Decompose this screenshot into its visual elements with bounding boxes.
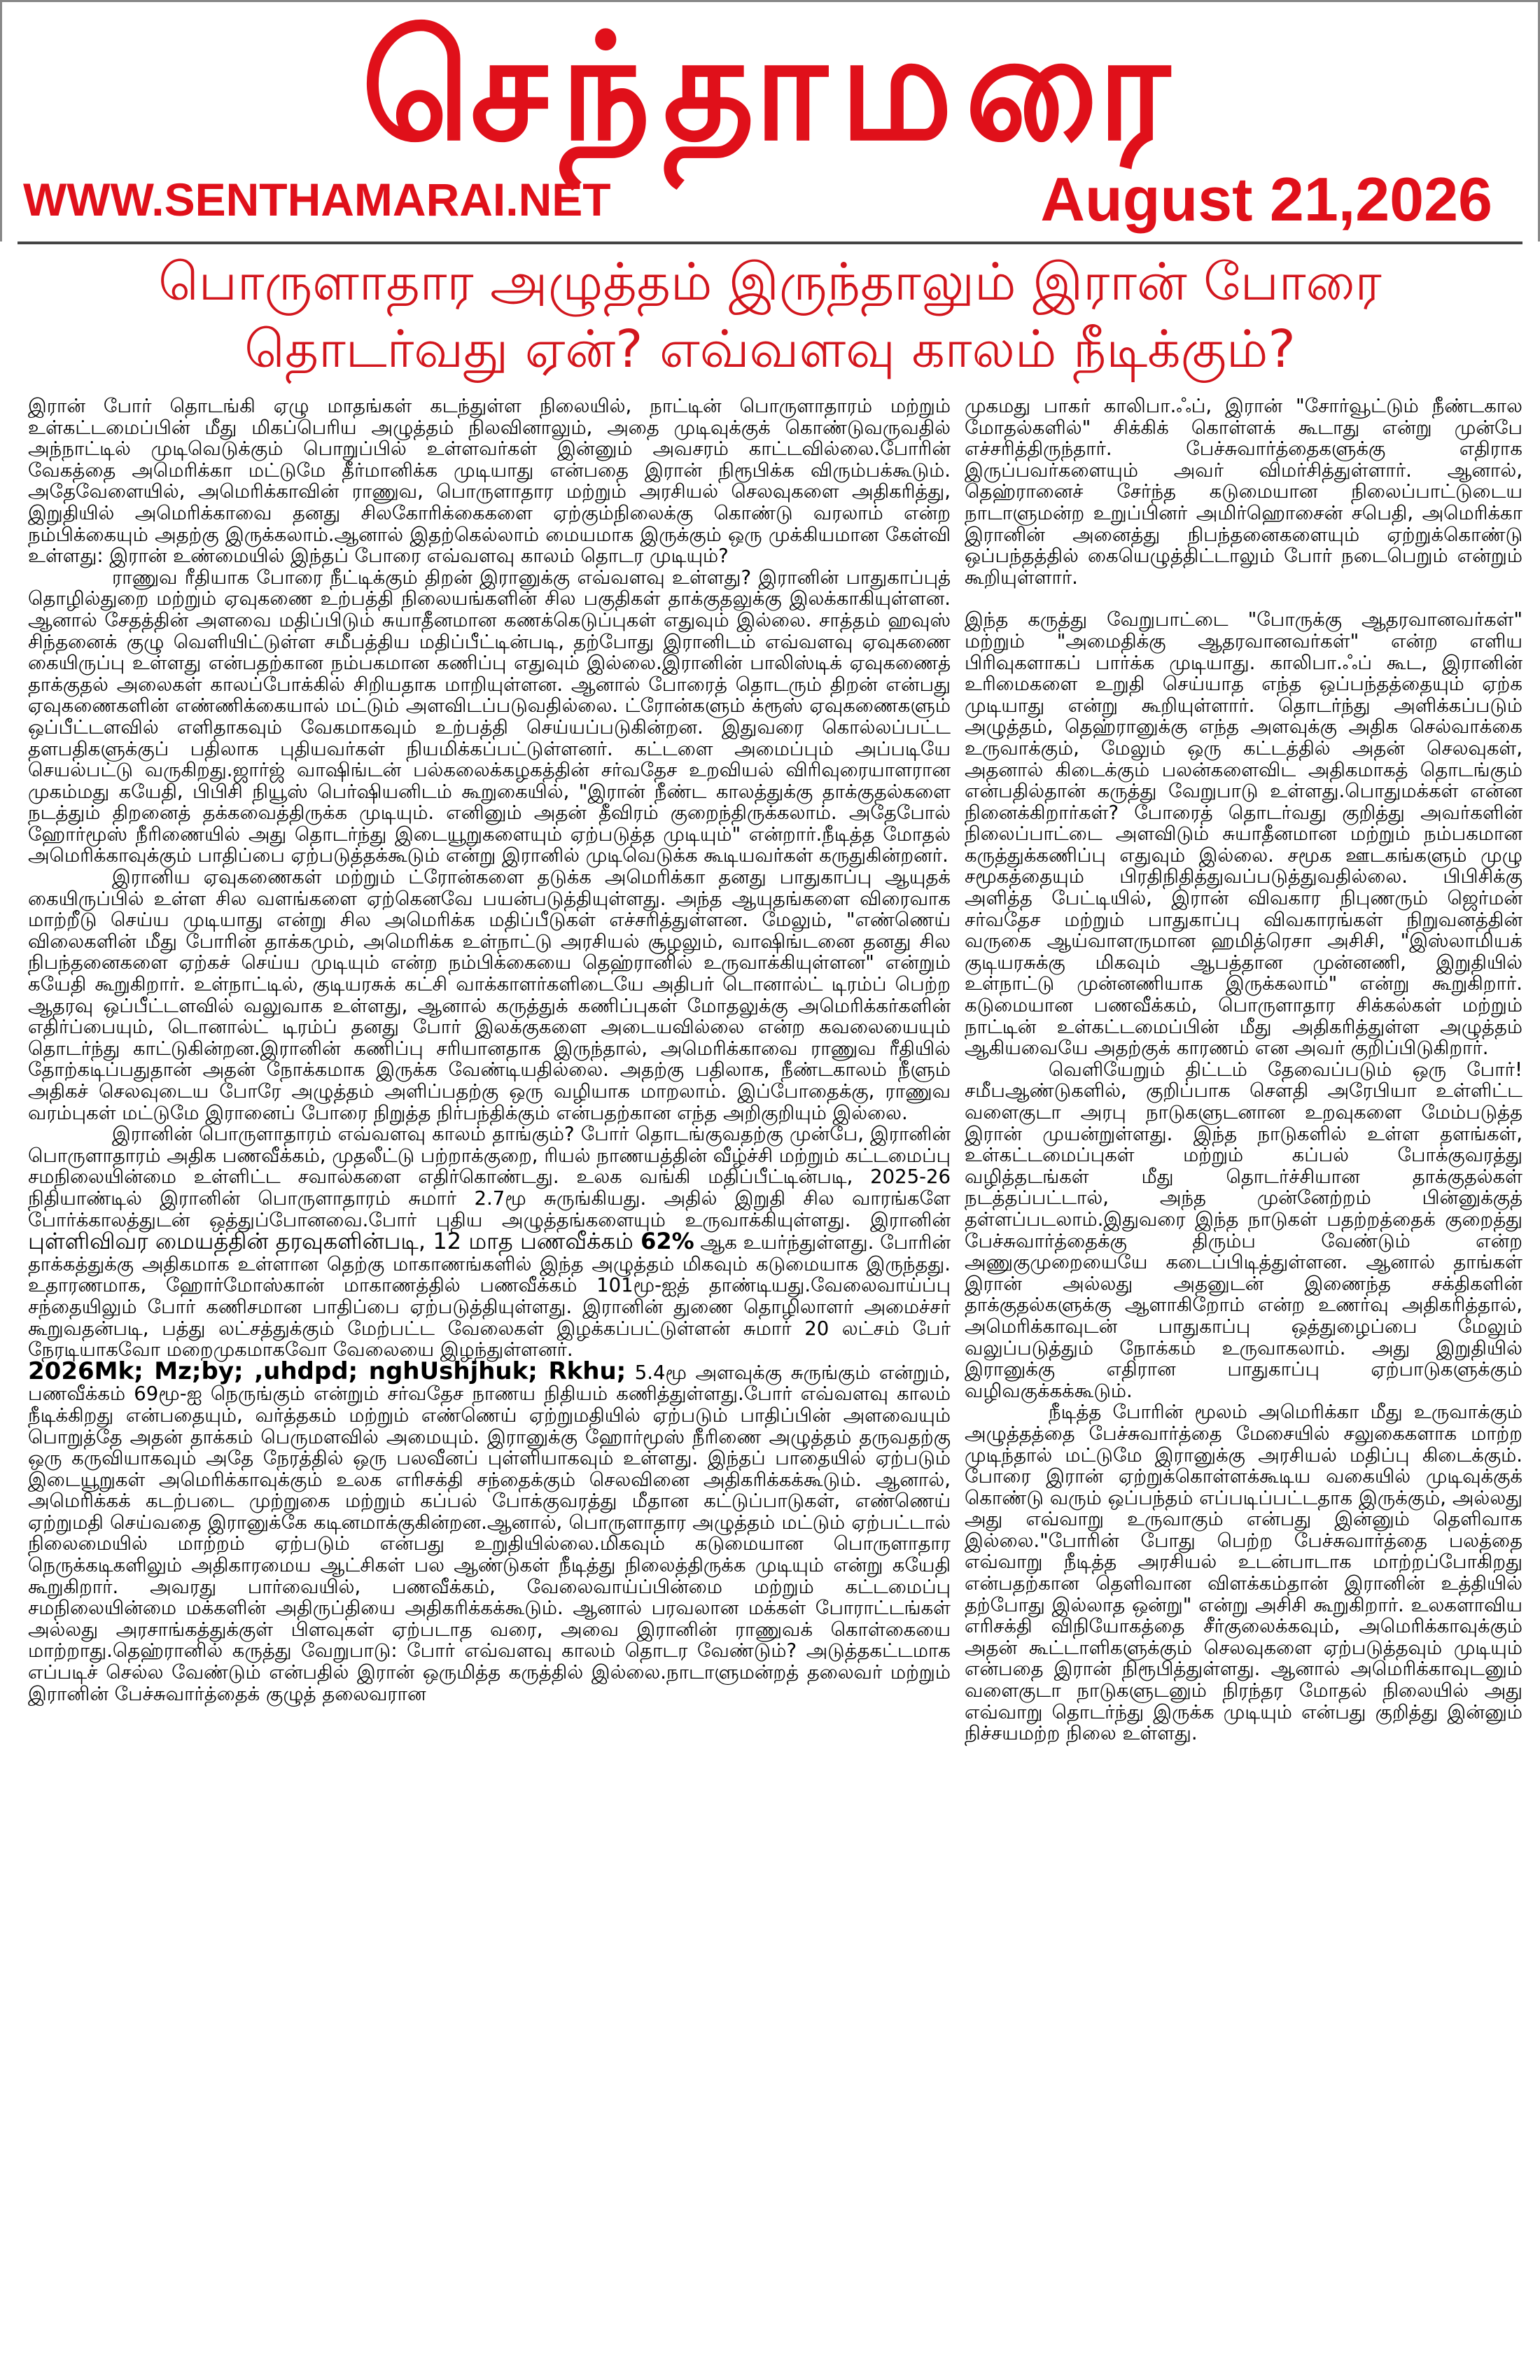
headline-line-2: தொடர்வது ஏன்? எவ்வளவு காலம் நீடிக்கும்? (244, 319, 1296, 379)
inflation-figure: 62% (640, 1228, 694, 1255)
paragraph: இரான் போர் தொடங்கி ஏழு மாதங்கள் கடந்துள்ள நிலையில், நாட்டின் பொருளாதாரம் மற்றும் உள்கட்டமைப்பின் மீது மிகப்பெரிய அழுத்தம் நிலவினாலும், அதை முடிவுக்குக் கொண்டுவருவதில் அந்நாட்டில் முடிவெடுக்கும் பொறுப்பில் உள்ளவர்கள் இன்னும் அவசரம் காட்டவில்லை.போரின் வேகத்தை அமெரிக்கா மட்டுமே தீர்மானிக்க முடியாது என்பதை இரான் நிரூபிக்க விரும்பக்கூடும். அதேவேளையில், அமெரிக்காவின் ராணுவ, பொருளாதார மற்றும் அரசியல் செலவுகளை அதிகரித்து, இறுதியில் அமெரிக்காவை தனது சிலகோரிக்கைகளை ஏற்கும்நிலைக்கு கொண்டு வரலாம் என்ற நம்பிக்கையும் அதற்கு இருக்கலாம்.ஆனால் இதற்கெல்லாம் மையமாக இருக்கும் ஒரு முக்கியமான கேள்வி உள்ளது: இரான் உண்மையில் இந்தப் போரை எவ்வளவு காலம் தொடர முடியும்? (28, 396, 951, 568)
article-left-column (28, 396, 951, 2376)
paragraph: இரானிய ஏவுகணைகள் மற்றும் ட்ரோன்களை தடுக்க அமெரிக்கா தனது பாதுகாப்பு ஆயுதக் கையிருப்பில் உள்ள சில வளங்களை ஏற்கெனவே பயன்படுத்தியுள்ளது. அந்த ஆயுதங்களை விரைவாக மாற்றீடு செய்ய முடியாது என்று சில அமெரிக்க மதிப்பீடுகள் எச்சரித்துள்ளன. மேலும், "எண்ணெய் விலைகளின் மீது போரின் தாக்கமும், அமெரிக்க உள்நாட்டு அரசியல் சூழலும், வாஷிங்டனை தனது சில நிபந்தனைகளை ஏற்கச் செய்ய முடியும் என்ற நம்பிக்கையை தெஹ்ரானில் உருவாக்கியுள்ளன" என்றும் கயேதி கூறுகிறார். உள்நாட்டில், குடியரசுக் கட்சி வாக்காளர்களிடையே அதிபர் டொனால்ட் டிரம்ப் பெற்ற ஆதரவு ஒப்பீட்டளவில் வலுவாக உள்ளது, ஆனால் கருத்துக் கணிப்புகள் மோதலுக்கு அமெரிக்கர்களின் எதிர்ப்பையும், டொனால்ட் டிரம்ப் தனது போர் இலக்குகளை அடையவில்லை என்ற கவலையையும் தொடர்ந்து காட்டுகின்றன.இரானின் கணிப்பு சரியானதாக இருந்தால், அமெரிக்காவை ராணுவ ரீதியில் தோற்கடிப்பதுதான் அதன் நோக்கமாக இருக்க வேண்டியதில்லை. அதற்கு பதிலாக, நீண்டகாலம் நீளும் அதிகச் செலவுடைய போரே அழுத்தம் அளிப்பதற்கு ஒரு வழியாக மாறலாம். இப்போதைக்கு, ராணுவ வரம்புகள் மட்டுமே இரானைப் போரை நிறுத்த நிர்பந்திக்கும் என்பதற்கான எந்த அறிகுறியும் இல்லை. (28, 866, 951, 1124)
masthead-divider (18, 241, 1522, 244)
paragraph (28, 1357, 951, 1705)
issue-date: August 21,2026 (1040, 164, 1492, 234)
paragraph: இந்த கருத்து வேறுபாட்டை "போருக்கு ஆதரவானவர்கள்" மற்றும் "அமைதிக்கு ஆதரவானவர்கள்" என்ற எளிய பிரிவுகளாகப் பார்க்க முடியாது. காலிபா.ஃப் கூட, இரானின் உரிமைகளை உறுதி செய்யாத எந்த ஒப்பந்தத்தையும் ஏற்க முடியாது என்று கூறியுள்ளார். தொடர்ந்து அளிக்கப்படும் அழுத்தம், தெஹ்ரானுக்கு எந்த அளவுக்கு அதிக செல்வாக்கை உருவாக்கும், மேலும் ஒரு கட்டத்தில் அதன் செலவுகள், அதனால் கிடைக்கும் பலன்களைவிட அதிகமாகத் தொடங்கும் என்பதில்தான் கருத்து வேறுபாடு உள்ளது.பொதுமக்கள் என்ன நினைக்கிறார்கள்? போரைத் தொடர்வது குறித்து அவர்களின் நிலைப்பாட்டை அளவிடும் சுயாதீனமான மற்றும் நம்பகமான கருத்துக்கணிப்பு எதுவும் இல்லை. சமூக ஊடகங்களும் முழு சமூகத்தையும் பிரதிநிதித்துவப்படுத்துவதில்லை. பிபிசிக்கு அளித்த பேட்டியில், இரான் விவகார நிபுணரும் ஜெர்மன் சர்வதேச மற்றும் பாதுகாப்பு விவகாரங்கள் நிறுவனத்தின் வருகை ஆய்வாளருமான ஹமித்ரெசா அசிசி, "இஸ்லாமியக் குடியரசுக்கு மிகவும் ஆபத்தான முன்னணி, இறுதியில் உள்நாட்டு முன்னணியாக இருக்கலாம்" என்று கூறுகிறார். கடுமையான பணவீக்கம், பொருளாதார சிக்கல்கள் மற்றும் நாட்டின் உள்கட்டமைப்பின் மீது அதிகரித்துள்ள அழுத்தம் ஆகியவையே அதற்குக் காரணம் என அவர் குறிப்பிடுகிறார். (965, 608, 1522, 1060)
paragraph-text: ஆக உயர்ந்துள்ளது. போரின் தாக்கத்துக்கு அதிகமாக உள்ளான தெற்கு மாகாணங்களில் இந்த அழுத்தம் மிகவும் கடுமையாக இருந்தது. உதாரணமாக, ஹோர்மோஸ்கான் மாகாணத்தில் பணவீக்கம் 101மூ-ஐத் தாண்டியது.வேலைவாய்ப்பு சந்தையிலும் போர் கணிசமான பாதிப்பை ஏற்படுத்தியுள்ளது. இரானின் துணை தொழிலாளர் அமைச்சர் கூறுவதன்படி, பத்து லட்சத்துக்கும் மேற்பட்ட வேலைகள் இழக்கப்பட்டுள்ளன் சுமார் 20 லட்சம் பேர் நேரடியாகவோ மறைமுகமாகவோ வேலையை இழந்துள்ளனர். (28, 1231, 951, 1362)
paragraph: நீடித்த போரின் மூலம் அமெரிக்கா மீது உருவாக்கும் அழுத்தத்தை பேச்சுவார்த்தை மேசையில் சலுகைகளாக மாற்ற முடிந்தால் மட்டுமே இரானுக்கு அரசியல் மதிப்பு கிடைக்கும். போரை இரான் ஏற்றுக்கொள்ளக்கூடிய வகையில் முடிவுக்குக் கொண்டு வரும் ஒப்பந்தம் எப்படிப்பட்டதாக இருக்கும், அல்லது அது எவ்வாறு உருவாகும் என்பது இன்னும் தெளிவாக இல்லை."போரின் போது பெற்ற பேச்சுவார்த்தை பலத்தை எவ்வாறு நீடித்த அரசியல் உடன்பாடாக மாற்றப்போகிறது என்பதற்கான தெளிவான விளக்கம்தான் இரானின் உத்தியில் தற்போது இல்லாத ஒன்று" என்று அசிசி கூறுகிறார். உலகளாவிய எரிசக்தி விநியோகத்தை சீர்குலைக்கவும், அமெரிக்காவுக்கும் அதன் கூட்டாளிகளுக்கும் செலவுகளை ஏற்படுத்தவும் முடியும் என்பதை இரான் நிரூபித்துள்ளது. ஆனால் அமெரிக்காவுடனும் வளைகுடா நாடுகளுடனும் நிரந்தர மோதல் நிலையில் அது எவ்வாறு தொடர்ந்து இருக்க முடியும் என்பது குறித்து இன்னும் நிச்சயமற்ற நிலை உள்ளது. (965, 1401, 1522, 1745)
article-right-column (965, 396, 1522, 2376)
paragraph-text: புள்ளிவிவர மையத்தின் தரவுகளின்படி, 12 மாத பணவீக்கம் (28, 1228, 641, 1255)
masthead (0, 0, 1540, 241)
paragraph-text: இரானின் பொருளாதாரம் எவ்வளவு காலம் தாங்கும்? போர் தொடங்குவதற்கு முன்பே, இரானின் பொருளாதாரம் அதிக பணவீக்கம், முதலீட்டு பற்றாக்குறை, ரியல் நாணயத்தின் வீழ்ச்சி மற்றும் கட்டமைப்பு சமநிலையின்மை உள்ளிட்ட சவால்களை எதிர்கொண்டது. உலக வங்கி மதிப்பீட்டின்படி, 2025-26 நிதியாண்டில் இரானின் பொருளாதாரம் சுமார் 2.7மூ சுருங்கியது. அதில் இறுதி சில வாரங்களே போர்க்காலத்துடன் ஒத்துப்போனவை.போர் புதிய அழுத்தங்களையும் உருவாக்கியுள்ளது. இரானின் (28, 1123, 951, 1231)
paragraph: ராணுவ ரீதியாக போரை நீட்டிக்கும் திறன் இரானுக்கு எவ்வளவு உள்ளது? இரானின் பாதுகாப்புத் தொழில்துறை மற்றும் ஏவுகணை உற்பத்தி நிலையங்களின் சில பகுதிகள் தாக்குதலுக்கு இலக்காகியுள்ளன. ஆனால் சேதத்தின் அளவை மதிப்பிடும் சுயாதீனமான கணக்கெடுப்புகள் எதுவும் இல்லை. சாத்தம் ஹவுஸ் சிந்தனைக் குழு வெளியிட்டுள்ள சமீபத்திய மதிப்பீட்டின்படி, தற்போது இரானிடம் எவ்வளவு ஏவுகணை கையிருப்பு உள்ளது என்பதற்கான நம்பகமான கணிப்பு எதுவும் இல்லை.இரானின் பாலிஸ்டிக் ஏவுகணைத் தாக்குதல் அலைகள் காலப்போக்கில் சிறியதாக மாறியுள்ளன. ஆனால் போரைத் தொடரும் திறன் என்பது ஏவுகணைகளின் எண்ணிக்கையால் மட்டும் அளவிடப்படுவதில்லை. ட்ரோன்களும் க்ரூஸ் ஏவுகணைகளும் ஒப்பீட்டளவில் எளிதாகவும் வேகமாகவும் உற்பத்தி செய்யப்படுகின்றன. இதுவரை கொல்லப்பட்ட தளபதிகளுக்குப் பதிலாக புதியவர்கள் நியமிக்கப்பட்டுள்ளனர். கட்டளை அமைப்பும் அப்படியே செயல்பட்டு வருகிறது.ஜார்ஜ் வாஷிங்டன் பல்கலைக்கழகத்தின் சர்வதேச உறவியல் விரிவுரையாளரான முகம்மது கயேதி, பிபிசி நியூஸ் பெர்ஷியனிடம் கூறுகையில், "இரான் நீண்ட காலத்துக்கு தாக்குதல்களை நடத்தும் திறனைத் தக்கவைத்திருக்க முடியும். எனினும் அதன் தீவிரம் குறைந்திருக்கலாம். அதேபோல் ஹோர்மூஸ் நீரிணையில் அது தொடர்ந்து இடையூறுகளையும் ஏற்படுத்த முடியும்" என்றார்.நீடித்த மோதல் அமெரிக்காவுக்கும் பாதிப்பை ஏற்படுத்தக்கூடும் என்று இரானில் முடிவெடுக்க கூடியவர்கள் கருதுகின்றனர். (28, 566, 951, 867)
paragraph: முகமது பாகர் காலிபா.ஃப், இரான் "சோர்வூட்டும் நீண்டகால மோதல்களில்" சிக்கிக் கொள்ளக் கூடாது என்று முன்பே எச்சரித்திருந்தார். பேச்சுவார்த்தைகளுக்கு எதிராக இருப்பவர்களையும் அவர் விமர்சித்துள்ளார். ஆனால், தெஹ்ரானைச் சேர்ந்த கடுமையான நிலைப்பாட்டுடைய நாடாளுமன்ற உறுப்பினர் அமிர்ஹொசைன் சபெதி, அமெரிக்கா இரானின் அனைத்து நிபந்தனைகளையும் ஏற்றுக்கொண்டு ஒப்பந்தத்தில் கையெழுத்திட்டாலும் போர் நடைபெறும் என்றும் கூறியுள்ளார். (965, 396, 1522, 589)
paragraph-text: 5.4மூ அளவுக்கு சுருங்கும் என்றும், பணவீக்கம் 69மூ-ஐ நெருங்கும் என்றும் சர்வதேச நாணய நிதியம் கணித்துள்ளது.போர் எவ்வளவு காலம் நீடிக்கிறது என்பதையும், வர்த்தகம் மற்றும் எண்ணெய் ஏற்றுமதியில் ஏற்படும் பாதிப்பின் அளவையும் பொறுத்தே அதன் தாக்கம் பெருமளவில் அமையும். இரானுக்கு ஹோர்மூஸ் நீரிணை அழுத்தம் தருவதற்கு ஒரு கருவியாகவும் அதே நேரத்தில் ஒரு பலவீனப் புள்ளியாகவும் உள்ளது. இந்தப் பாதையில் ஏற்படும் இடையூறுகள் அமெரிக்காவுக்கும் உலக எரிசக்தி சந்தைக்கும் செலவினை அதிகரிக்கக்கூடும். ஆனால், அமெரிக்கக் கடற்படை முற்றுகை மற்றும் கப்பல் போக்குவரத்து மீதான கட்டுப்பாடுகள், எண்ணெய் ஏற்றுமதி செய்வதை இரானுக்கே கடினமாக்குகின்றன.ஆனால், பொருளாதார அழுத்தம் மட்டும் ஏற்பட்டால் நிலைமையில் மாற்றம் ஏற்படும் என்பது உறுதியில்லை.மிகவும் கடுமையான பொருளாதார நெருக்கடிகளிலும் அதிகாரமைய ஆட்சிகள் பல ஆண்டுகள் நீடித்து நிலைத்திருக்க முடியும் என்று கயேதி கூறுகிறார். அவரது பார்வையில், பணவீக்கம், வேலைவாய்ப்பின்மை மற்றும் கட்டமைப்பு சமநிலையின்மை மக்களின் அதிருப்தியை அதிகரிக்கக்கூடும். ஆனால் பரவலான மக்கள் போராட்டங்கள் அல்லது அரசாங்கத்துக்குள் பிளவுகள் ஏற்படாத வரை, அவை இரானின் ராணுவக் கொள்கையை மாற்றாது.தெஹ்ரானில் கருத்து வேறுபாடு: போர் எவ்வளவு காலம் தொடர வேண்டும்? அடுத்தகட்டமாக எப்படிச் செல்ல வேண்டும் என்பதில் இரான் ஒருமித்த கருத்தில் இல்லை.நாடாளுமன்றத் தலைவர் மற்றும் இரானின் பேச்சுவார்த்தைக் குழுத் தலைவரான (28, 1361, 951, 1705)
brand-logo: செந்தாமரை (361, 2, 1183, 174)
site-url[interactable]: WWW.SENTHAMARAI.NET (23, 174, 611, 225)
paragraph (28, 1124, 951, 1361)
paragraph: வெளியேறும் திட்டம் தேவைப்படும் ஒரு போர்! சமீபஆண்டுகளில், குறிப்பாக சௌதி அரேபியா உள்ளிட்ட வளைகுடா அரபு நாடுகளுடனான உறவுகளை மேம்படுத்த இரான் முயன்றுள்ளது. இந்த நாடுகளில் உள்ள தளங்கள், உள்கட்டமைப்புகள் மற்றும் கப்பல் போக்குவரத்து வழித்தடங்கள் மீது தொடர்ச்சியான தாக்குதல்கள் நடத்தப்பட்டால், அந்த முன்னேற்றம் பின்னுக்குத் தள்ளப்படலாம்.இதுவரை இந்த நாடுகள் பதற்றத்தைக் குறைத்து பேச்சுவார்த்தைக்கு திரும்ப வேண்டும் என்ற அணுகுமுறையையே கடைப்பிடித்துள்ளன. ஆனால் தாங்கள் இரான் அல்லது அதனுடன் இணைந்த சக்திகளின் தாக்குதல்களுக்கு ஆளாகிறோம் என்ற உணர்வு அதிகரித்தால், அமெரிக்காவுடன் பாதுகாப்பு ஒத்துழைப்பை மேலும் வலுப்படுத்தும் நோக்கம் உருவாகலாம். அது இறுதியில் இரானுக்கு எதிரான பாதுகாப்பு ஏற்பாடுகளுக்கும் வழிவகுக்கக்கூடும். (965, 1058, 1522, 1402)
section-subhead: 2026Mk; Mz;by; ,uhdpd; nghUshjhuk; Rkhu; (28, 1357, 626, 1385)
headline-line-1: பொருளாதார அழுத்தம் இருந்தாலும் இரான் போரை (158, 252, 1382, 312)
headline (28, 248, 1512, 383)
